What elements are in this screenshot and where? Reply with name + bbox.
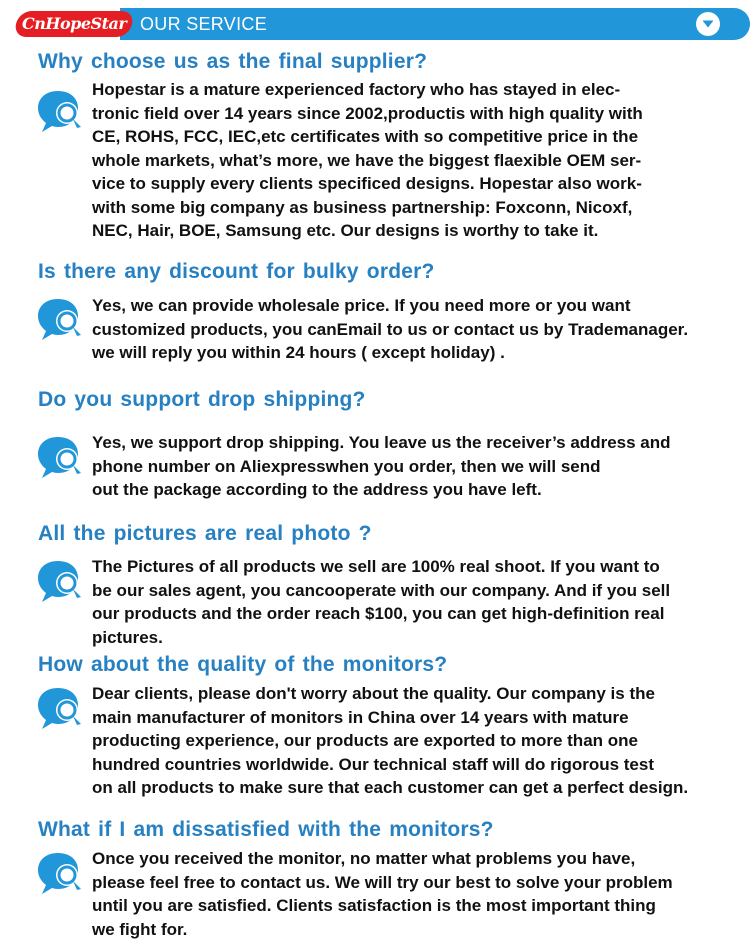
faq-question: Do you support drop shipping?: [38, 388, 366, 411]
faq-answer: [92, 555, 742, 649]
answer-line: tronic field over 14 years since 2002,productis with high quality with: [92, 103, 643, 123]
answer-line: The Pictures of all products we sell are 100% real shoot. If you want to: [92, 557, 660, 576]
answer-line: we will reply you within 24 hours ( except holiday) .: [92, 343, 505, 362]
service-header: [0, 8, 750, 40]
answer-line: with some big company as business partnership: Foxconn, Nicoxf,: [92, 197, 633, 217]
answer-line: whole markets, what’s more, we have the biggest flaexible OEM ser-: [92, 150, 642, 170]
brand-logo: CnHopeStar: [22, 14, 127, 33]
answer-line: customized products, you canEmail to us or contact us by Trademanager.: [92, 319, 689, 339]
answer-line: hundred countries worldwide. Our technical staff will do rigorous test: [92, 754, 655, 774]
answer-line: we fight for.: [92, 919, 188, 939]
speech-bubble-icon: [36, 434, 86, 480]
faq-question: All the pictures are real photo ?: [38, 522, 372, 545]
answer-line: please feel free to contact us. We will try our best to solve your problem: [92, 872, 673, 892]
faq-question: How about the quality of the monitors?: [38, 653, 448, 676]
faq-answer: [92, 431, 742, 502]
answer-line: producting experience, our products are exported to more than one: [92, 731, 638, 750]
answer-line: NEC, Hair, BOE, Samsung etc. Our designs is worthy to take it.: [92, 221, 599, 240]
faq-question: Why choose us as the final supplier?: [38, 50, 428, 73]
faq-answer: [92, 294, 742, 365]
answer-line: our products and the order reach $100, you can get high-definition real: [92, 604, 665, 623]
page-title: OUR SERVICE: [140, 14, 267, 34]
answer-line: vice to supply every clients specificed designs. Hopestar also work-: [92, 174, 642, 193]
answer-line: Yes, we support drop shipping. You leave us the receiver’s address and: [92, 433, 671, 452]
answer-line: CE, ROHS, FCC, IEC,etc certificates with so competitive price in the: [92, 127, 639, 146]
speech-bubble-icon: [36, 850, 86, 896]
speech-bubble-icon: [36, 558, 86, 604]
answer-line: phone number on Aliexpresswhen you order, then we will send: [92, 456, 601, 476]
answer-line: until you are satisfied. Clients satisfaction is the most important thing: [92, 896, 656, 915]
faq-answer: [92, 78, 742, 243]
answer-line: be our sales agent, you cancooperate with our company. And if you sell: [92, 580, 671, 600]
speech-bubble-icon: [36, 685, 86, 731]
answer-line: Yes, we can provide wholesale price. If you need more or you want: [92, 296, 631, 315]
answer-line: Hopestar is a mature experienced factory who has stayed in elec-: [92, 80, 621, 99]
answer-line: Dear clients, please don't worry about the quality. Our company is the: [92, 684, 655, 703]
faq-question: What if I am dissatisfied with the monitors?: [38, 818, 494, 841]
chevron-down-icon[interactable]: [696, 12, 720, 36]
answer-line: Once you received the monitor, no matter what problems you have,: [92, 849, 636, 868]
answer-line: on all products to make sure that each customer can get a perfect design.: [92, 778, 689, 797]
answer-line: pictures.: [92, 627, 163, 647]
answer-line: main manufacturer of monitors in China over 14 years with mature: [92, 707, 629, 727]
speech-bubble-icon: [36, 296, 86, 342]
speech-bubble-icon: [36, 88, 86, 134]
faq-answer: [92, 847, 742, 941]
faq-question: Is there any discount for bulky order?: [38, 260, 435, 283]
answer-line: out the package according to the address you have left.: [92, 480, 542, 499]
faq-answer: [92, 682, 742, 800]
